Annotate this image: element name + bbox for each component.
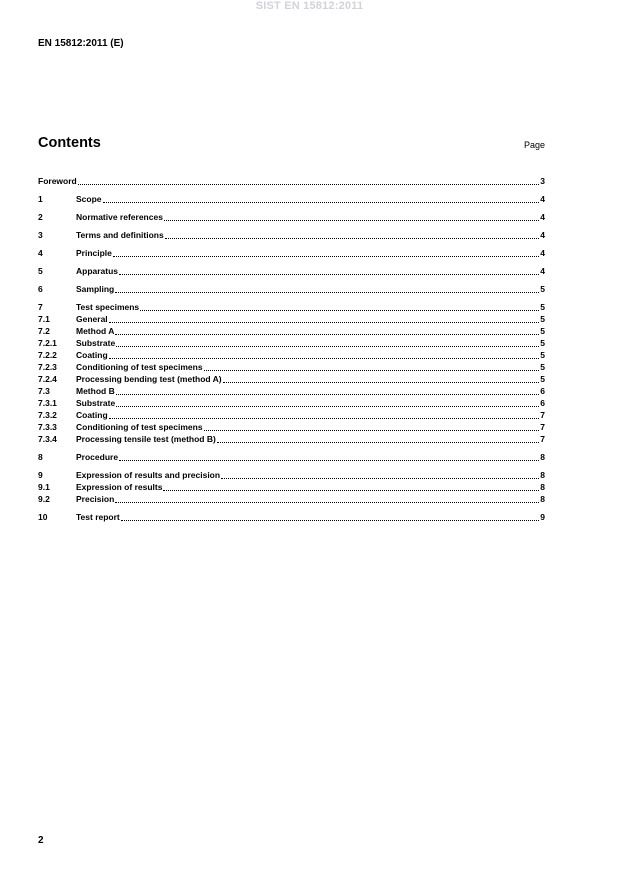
toc-entry-page: 3: [540, 176, 545, 186]
toc-entry-title: General: [76, 314, 108, 324]
toc-entry-page: 8: [540, 470, 545, 480]
toc-leader-dots: [115, 327, 539, 335]
toc-entry[interactable]: [38, 229, 545, 241]
toc-entry[interactable]: [38, 211, 545, 223]
toc-entry-title: Coating: [76, 350, 108, 360]
toc-leader-dots: [113, 249, 539, 257]
toc-entry-number: 7.2.1: [38, 338, 57, 348]
toc-entry-title: Test report: [76, 512, 120, 522]
table-of-contents: [38, 175, 545, 523]
toc-entry[interactable]: [38, 373, 545, 385]
toc-entry-title: Expression of results and precision: [76, 470, 221, 480]
page-number: 2: [38, 835, 44, 846]
toc-leader-dots: [217, 435, 539, 443]
toc-entry-title: Substrate: [76, 398, 116, 408]
toc-entry-page: 9: [540, 512, 545, 522]
toc-entry-number: 5: [38, 266, 43, 276]
toc-entry-title: Principle: [76, 248, 112, 258]
toc-entry-page: 8: [540, 482, 545, 492]
toc-entry-title: Processing bending test (method A): [76, 374, 222, 384]
toc-entry-page: 5: [540, 326, 545, 336]
toc-entry[interactable]: [38, 421, 545, 433]
toc-entry-number: 7.2.3: [38, 362, 57, 372]
toc-entry-number: 7.2.2: [38, 350, 57, 360]
toc-leader-dots: [116, 387, 540, 395]
toc-entry[interactable]: [38, 325, 545, 337]
toc-entry[interactable]: [38, 433, 545, 445]
toc-entry[interactable]: [38, 283, 545, 295]
toc-entry-page: 4: [540, 266, 545, 276]
toc-entry[interactable]: [38, 493, 545, 505]
toc-entry-number: 3: [38, 230, 43, 240]
toc-entry-page: 7: [540, 434, 545, 444]
toc-leader-dots: [115, 495, 539, 503]
toc-entry-title: Terms and definitions: [76, 230, 164, 240]
toc-entry[interactable]: [38, 265, 545, 277]
toc-entry-number: 7.3.4: [38, 434, 57, 444]
toc-entry-number: 4: [38, 248, 43, 258]
toc-leader-dots: [140, 303, 539, 311]
toc-entry-page: 5: [540, 284, 545, 294]
toc-entry[interactable]: [38, 511, 545, 523]
toc-leader-dots: [78, 177, 540, 185]
page-column-label: Page: [523, 140, 545, 150]
toc-entry-number: 7.1: [38, 314, 50, 324]
toc-entry-page: 8: [540, 494, 545, 504]
toc-leader-dots: [115, 285, 539, 293]
toc-entry-page: 5: [540, 374, 545, 384]
document-header: EN 15812:2011 (E): [38, 38, 124, 49]
toc-leader-dots: [204, 423, 540, 431]
toc-entry[interactable]: [38, 247, 545, 259]
toc-entry-page: 6: [540, 386, 545, 396]
toc-entry[interactable]: [38, 409, 545, 421]
toc-leader-dots: [204, 363, 540, 371]
toc-entry-number: 7.3.3: [38, 422, 57, 432]
toc-entry[interactable]: [38, 313, 545, 325]
toc-entry-title: Processing tensile test (method B): [76, 434, 216, 444]
toc-entry-number: 9.1: [38, 482, 50, 492]
toc-entry-number: 2: [38, 212, 43, 222]
toc-entry-number: 10: [38, 512, 48, 522]
toc-entry-page: 4: [540, 230, 545, 240]
toc-entry-title: Apparatus: [76, 266, 119, 276]
toc-entry-page: 5: [540, 338, 545, 348]
toc-leader-dots: [223, 375, 540, 383]
toc-entry-title: Substrate: [76, 338, 116, 348]
toc-leader-dots: [163, 483, 539, 491]
toc-entry-title: Method B: [76, 386, 115, 396]
toc-entry-page: 5: [540, 350, 545, 360]
toc-entry-number: 7.3: [38, 386, 50, 396]
toc-entry-title: Test specimens: [76, 302, 140, 312]
toc-entry-page: 6: [540, 398, 545, 408]
toc-entry-title: Method A: [76, 326, 115, 336]
toc-leader-dots: [103, 195, 540, 203]
toc-entry-number: 7.2.4: [38, 374, 57, 384]
toc-entry-title: Sampling: [76, 284, 115, 294]
toc-entry-title: Foreword: [38, 176, 77, 186]
toc-leader-dots: [119, 453, 539, 461]
toc-entry-title: Conditioning of test specimens: [76, 362, 203, 372]
toc-entry-page: 4: [540, 248, 545, 258]
toc-entry-title: Normative references: [76, 212, 163, 222]
toc-leader-dots: [116, 399, 539, 407]
toc-entry-number: 7.3.1: [38, 398, 57, 408]
toc-entry[interactable]: [38, 337, 545, 349]
toc-leader-dots: [164, 213, 539, 221]
toc-leader-dots: [121, 513, 539, 521]
toc-entry-number: 7.3.2: [38, 410, 57, 420]
toc-leader-dots: [221, 471, 539, 479]
toc-entry-number: 1: [38, 194, 43, 204]
toc-entry-title: Conditioning of test specimens: [76, 422, 203, 432]
toc-leader-dots: [109, 315, 540, 323]
toc-entry-page: 7: [540, 422, 545, 432]
toc-entry[interactable]: [38, 469, 545, 481]
toc-entry[interactable]: [38, 301, 545, 313]
toc-entry-number: 7: [38, 302, 43, 312]
toc-entry[interactable]: [38, 385, 545, 397]
toc-entry-title: Expression of results: [76, 482, 163, 492]
toc-entry-page: 4: [540, 194, 545, 204]
toc-entry[interactable]: [38, 451, 545, 463]
toc-leader-dots: [116, 339, 539, 347]
toc-entry[interactable]: [38, 397, 545, 409]
toc-entry-page: 5: [540, 314, 545, 324]
toc-entry-page: 5: [540, 302, 545, 312]
toc-entry-number: 7.2: [38, 326, 50, 336]
toc-entry-number: 9.2: [38, 494, 50, 504]
toc-entry-number: 9: [38, 470, 43, 480]
toc-entry-title: Coating: [76, 410, 108, 420]
toc-entry[interactable]: [38, 361, 545, 373]
toc-leader-dots: [109, 411, 540, 419]
toc-entry-page: 5: [540, 362, 545, 372]
toc-leader-dots: [165, 231, 540, 239]
toc-entry[interactable]: [38, 175, 545, 187]
watermark: SIST EN 15812:2011: [255, 0, 364, 12]
toc-entry-page: 4: [540, 212, 545, 222]
toc-leader-dots: [109, 351, 540, 359]
toc-entry[interactable]: [38, 349, 545, 361]
toc-entry-page: 8: [540, 452, 545, 462]
contents-heading: Contents: [38, 135, 101, 151]
toc-entry-number: 8: [38, 452, 43, 462]
toc-entry-page: 7: [540, 410, 545, 420]
toc-entry[interactable]: [38, 193, 545, 205]
toc-entry-title: Precision: [76, 494, 115, 504]
toc-entry[interactable]: [38, 481, 545, 493]
toc-leader-dots: [119, 267, 539, 275]
toc-entry-number: 6: [38, 284, 43, 294]
toc-entry-title: Procedure: [76, 452, 119, 462]
toc-entry-title: Scope: [76, 194, 102, 204]
